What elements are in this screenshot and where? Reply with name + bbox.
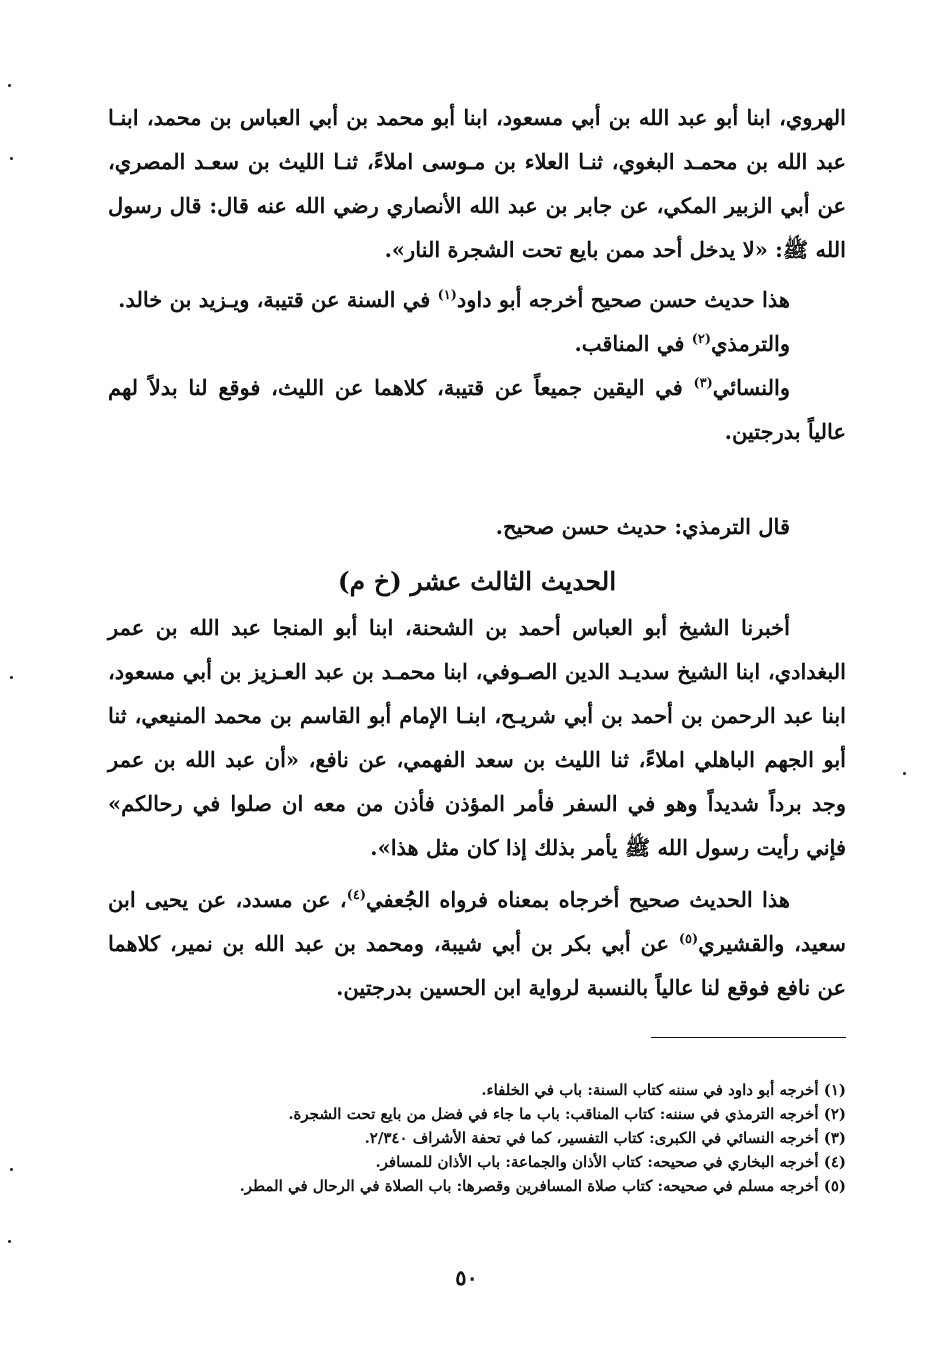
paragraph-7-text-a: هذا الحديث صحيح أخرجاه بمعناه فرواه الجُعفي bbox=[366, 887, 790, 912]
paragraph-4 bbox=[108, 366, 846, 454]
footnote-ref-1: (١) bbox=[437, 288, 457, 303]
scan-speck bbox=[10, 157, 13, 160]
paragraph-4-text-a: والنسائي bbox=[712, 375, 790, 400]
footnote-5: (٥) أخرجه مسلم في صحيحه: كتاب صلاة المسافرين وقصرها: باب الصلاة في الرحال في المطر. bbox=[239, 1177, 846, 1195]
hadith-13-commentary-block bbox=[108, 878, 846, 1010]
footnote-1: (١) أخرجه أبو داود في سننه كتاب السنة: باب في الخلفاء. bbox=[481, 1081, 846, 1099]
paragraph-2-text-a: هذا حديث حسن صحيح أخرجه أبو داود bbox=[456, 287, 790, 312]
footnote-2: (٢) أخرجه الترمذي في سننه: كتاب المناقب: باب ما جاء في فضل من بايع تحت الشجرة. bbox=[288, 1105, 846, 1123]
paragraph-3-text-a: والترمذي bbox=[710, 331, 790, 356]
paragraph-5: قال الترمذي: حديث حسن صحيح. bbox=[495, 514, 790, 539]
paragraph-7 bbox=[108, 878, 846, 1010]
footnote-ref-2: (٢) bbox=[691, 332, 711, 347]
paragraph-7-text-b: ، عن مسدد، عن يحيى ابن سعيد، والقشيري bbox=[108, 887, 846, 956]
scan-speck bbox=[10, 676, 13, 679]
paragraph-3 bbox=[108, 322, 846, 366]
footnote-ref-4: (٤) bbox=[346, 888, 366, 903]
footnote-3: (٣) أخرجه النسائي في الكبرى: كتاب التفسير، كما في تحفة الأشراف ٢/٣٤٠. bbox=[364, 1129, 846, 1147]
tirmidhi-note-block bbox=[108, 505, 846, 549]
scan-speck bbox=[8, 1240, 11, 1243]
paragraph-1: الهروي، ابنا أبو عبد الله بن أبي مسعود، ابنا أبو محمد بن أبي العباس بن محمد، ابنـا عبد الله بن محمـد البغوي، ثنـا العلاء بن مـوسى املاءً، ثنـا الليث بن سعـد المصري، عن أبي الزبير المكي، عن جابر بن عبد الله الأنصاري رضي الله عنه قال: قال رسول الله ﷺ: «لا يدخل أحد ممن بايع تحت الشجرة النار». bbox=[108, 105, 846, 262]
paragraph-4-text-b: في اليقين جميعاً عن قتيبة، كلاهما عن الليث، فوقع لنا بدلاً لهم عالياً بدرجتين. bbox=[108, 375, 846, 444]
page-number: ٥٠ bbox=[455, 1265, 478, 1290]
paragraph-2 bbox=[108, 278, 846, 322]
commentary-block bbox=[108, 278, 846, 454]
paragraph-7-text-c: عن أبي بكر بن أبي شيبة، ومحمد بن عبد الله بن نمير، كلاهما عن نافع فوقع لنا عالياً بالنسبة لرواية ابن الحسين بدرجتين. bbox=[108, 931, 846, 1000]
footnote-divider bbox=[651, 1037, 846, 1038]
hadith-chain-paragraph bbox=[108, 96, 846, 272]
footnotes-list bbox=[108, 1078, 846, 1198]
scan-speck bbox=[10, 1168, 13, 1171]
scan-speck bbox=[8, 84, 11, 87]
paragraph-3-text-b: في المناقب. bbox=[574, 331, 692, 356]
hadith-13-chain-block bbox=[108, 606, 846, 870]
paragraph-2-text-b: في السنة عن قتيبة، ويـزيد بن خالد. bbox=[118, 287, 438, 312]
scan-speck bbox=[903, 772, 906, 775]
footnote-ref-5: (٥) bbox=[678, 932, 699, 947]
paragraph-6: أخبرنا الشيخ أبو العباس أحمد بن الشحنة، ابنا أبو المنجا عبد الله بن عمر البغدادي، ابنا الشيخ سديـد الدين الصـوفي، ابنا محمـد بن عبد العـزيز بن أبي مسعود، ابنا عبد الرحمن بن أحمد بن أبي شريـح، ابنـا الإمام أبو القاسم بن محمد المنيعي، ثنا أبو الجهم الباهلي املاءً، ثنا الليث بن سعد الفهمي، عن نافع، «أن عبد الله بن عمر وجد برداً شديداً وهو في السفر فأمر المؤذن فأذن من معه ان صلوا في رحالكم» فإني رأيت رسول الله ﷺ يأمر بذلك إذا كان مثل هذا». bbox=[108, 615, 846, 860]
footnote-4: (٤) أخرجه البخاري في صحيحه: كتاب الأذان والجماعة: باب الأذان للمسافر. bbox=[375, 1153, 846, 1171]
section-heading: الحديث الثالث عشر (خ م) bbox=[337, 567, 617, 596]
footnote-ref-3: (٣) bbox=[693, 376, 713, 391]
